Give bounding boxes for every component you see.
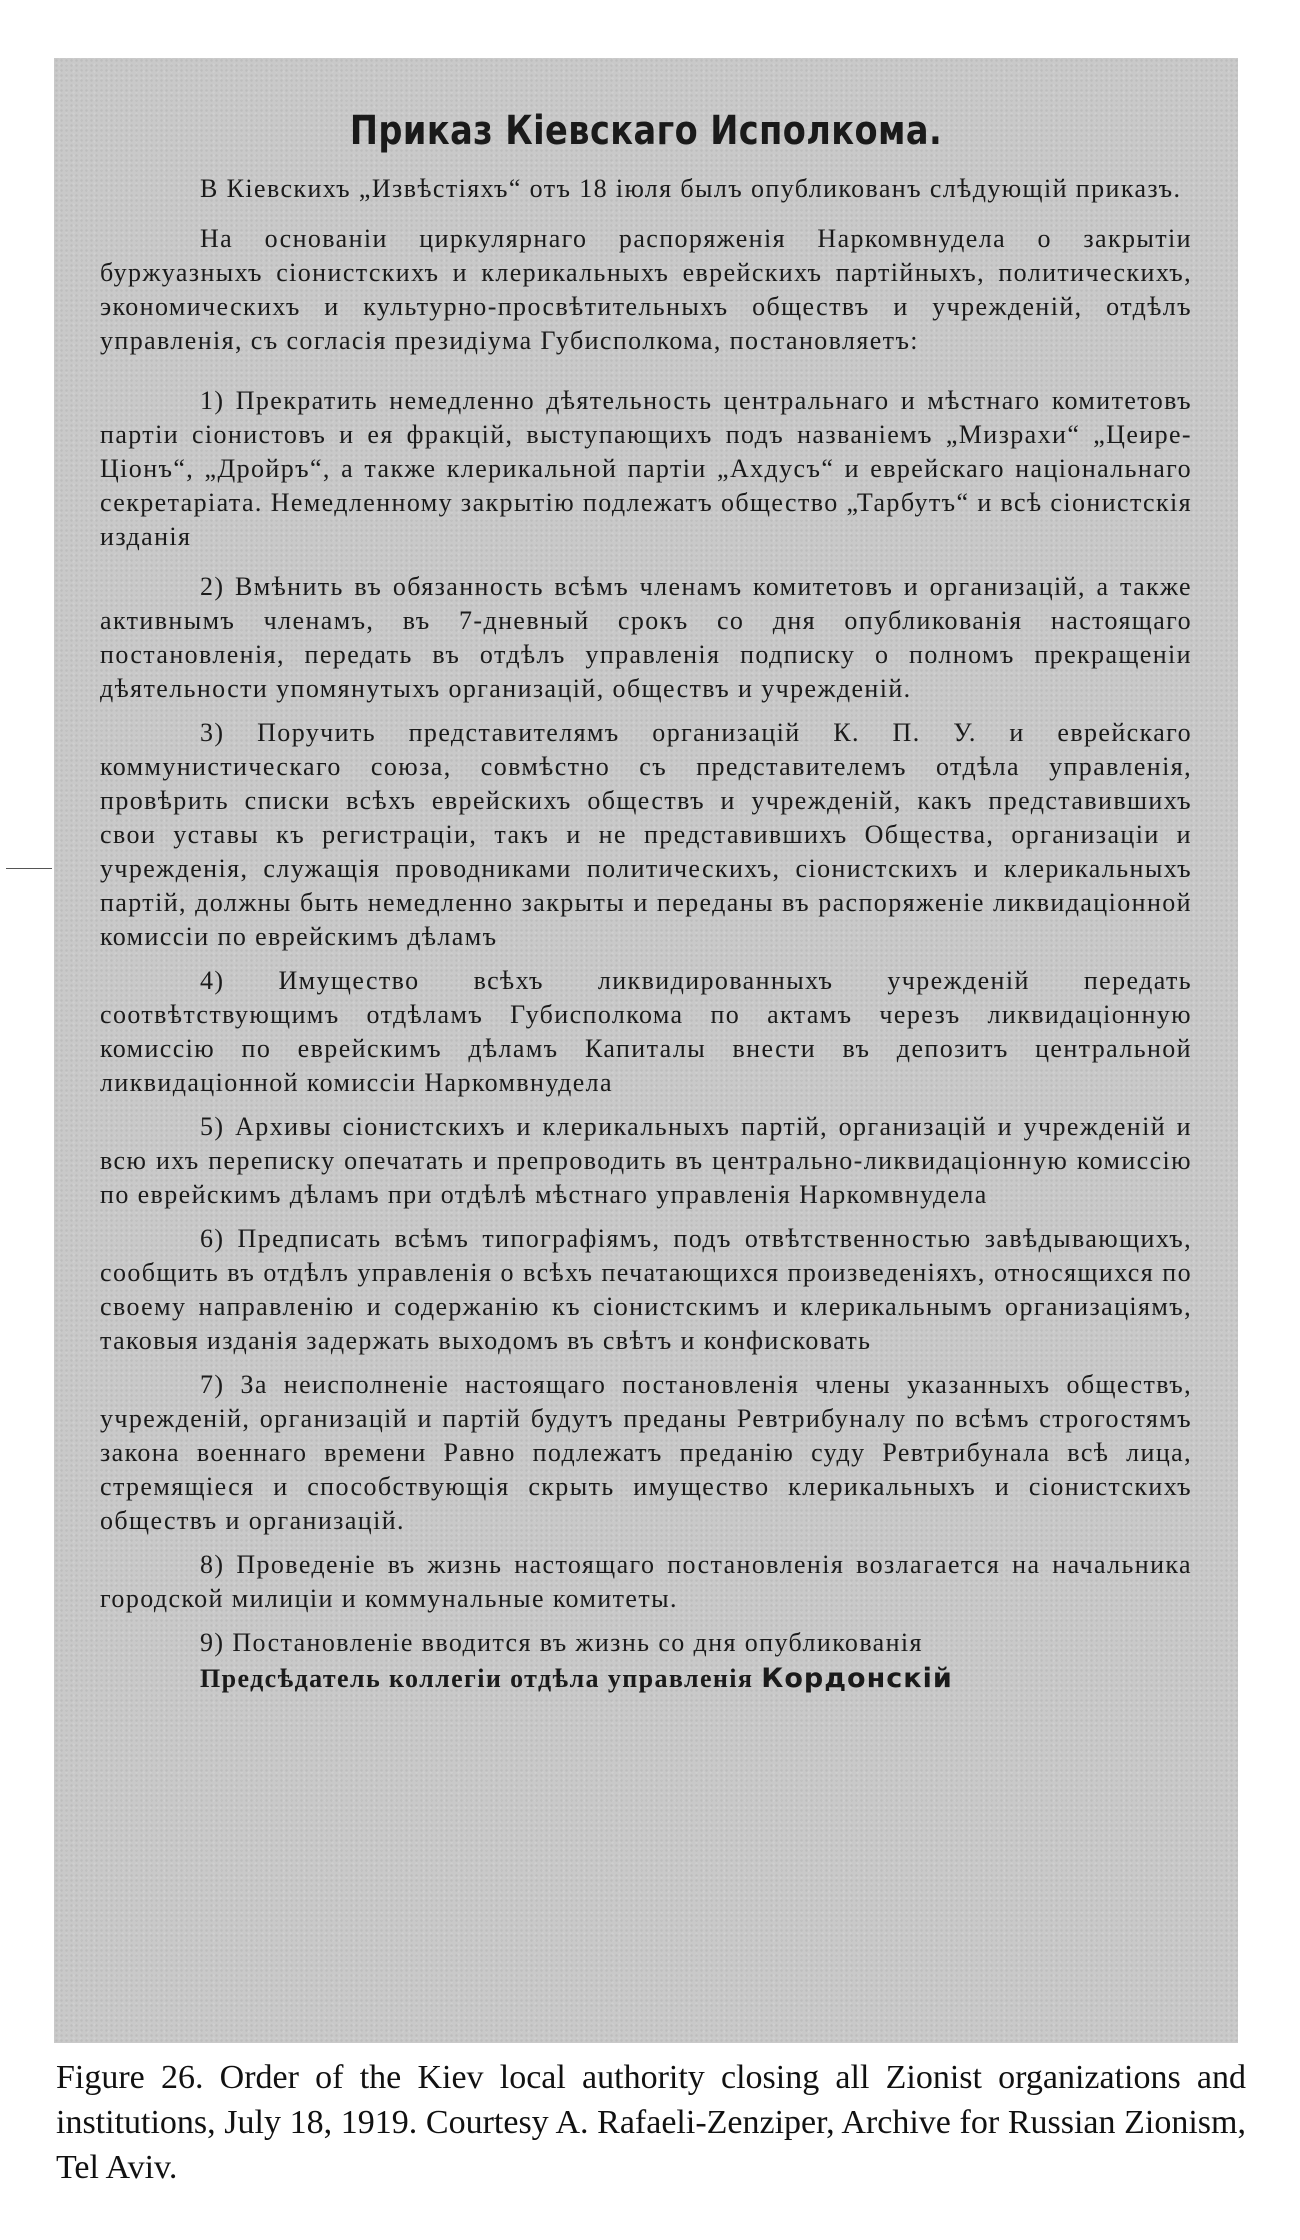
signature-role: Предсѣдатель коллегіи отдѣла управленія bbox=[200, 1664, 754, 1693]
order-item-1: 1) Прекратить немедленно дѣятельность центральнаго и мѣстнаго комитетовъ партіи сіонистовъ и ея фракцій, выступающихъ подъ названіемъ „Мизрахи“ „Цеире-Ціонъ“, „Дройръ“, а также клерикальной партіи „Ахдусъ“ и еврейскаго національнаго секретаріата. Немедленному закрытію подлежатъ общество „Тарбутъ“ и всѣ сіонистскія изданія bbox=[100, 386, 1192, 551]
archival-document-scan bbox=[54, 58, 1238, 2043]
resolution-paragraph: На основаніи циркулярнаго распоряженія Наркомвнудела о закрытіи буржуазныхъ сіонистскихъ и клерикальныхъ еврейскихъ партійныхъ, политическихъ, экономическихъ и культурно-просвѣтительныхъ обществъ и учрежденій, отдѣлъ управленія, съ согласія президіума Губисполкома, постановляетъ: bbox=[100, 224, 1192, 355]
order-item-2: 2) Вмѣнить въ обязанность всѣмъ членамъ комитетовъ и организацій, а также активнымъ членамъ, въ 7-дневный срокъ со дня опубликованія настоящаго постановленія, передать въ отдѣлъ управленія подписку о полномъ прекращеніи дѣятельности упомянутыхъ организацій, обществъ и учрежденій. bbox=[100, 572, 1192, 703]
margin-tick-mark bbox=[6, 868, 52, 869]
order-item-5: 5) Архивы сіонистскихъ и клерикальныхъ партій, организацій и учрежденій и всю ихъ переписку опечатать и препроводить въ центрально-ликвидаціонную комиссію по еврейскимъ дѣламъ при отдѣлѣ мѣстнаго управленія Наркомвнудела bbox=[100, 1112, 1192, 1209]
order-item-3: 3) Поручить представителямъ организацій К. П. У. и еврейскаго коммунистическаго союза, совмѣстно съ представителемъ отдѣла управленія, провѣрить списки всѣхъ еврейскихъ обществъ и учрежденій, какъ представившихъ свои уставы къ регистраціи, такъ и не представившихъ Общества, организаціи и учрежденія, служащія проводниками политическихъ, сіонистскихъ и клерикальныхъ партій, должны быть немедленно закрыты и переданы въ распоряженіе ликвидаціонной комиссіи по еврейскимъ дѣламъ bbox=[100, 718, 1192, 951]
order-item-7: 7) За неисполненіе настоящаго постановленія члены указанныхъ обществъ, учрежденій, организацій и партій будутъ преданы Ревтрибуналу по всѣмъ строгостямъ закона военнаго времени Равно подлежатъ преданію суду Ревтрибунала всѣ лица, стремящіеся и способствующія скрыть имущество клерикальныхъ и сіонистскихъ обществъ и организацій. bbox=[100, 1370, 1192, 1535]
signature-line bbox=[100, 1662, 1192, 1696]
intro-paragraph: В Кіевскихъ „Извѣстіяхъ“ отъ 18 іюля былъ опубликованъ слѣдующій приказъ. bbox=[200, 174, 1182, 203]
signature-name: Кордонскій bbox=[761, 1663, 953, 1694]
order-item-8: 8) Проведеніе въ жизнь настоящаго постановленія возлагается на начальника городской милиціи и коммунальные комитеты. bbox=[100, 1550, 1192, 1613]
order-item-9: 9) Постановленіе вводится въ жизнь со дня опубликованія bbox=[200, 1628, 923, 1657]
order-item-6: 6) Предписать всѣмъ типографіямъ, подъ отвѣтственностью завѣдывающихъ, сообщить въ отдѣлъ управленія о всѣхъ печатающихся произведеніяхъ, относящихся по своему направленію и содержанію къ сіонистскимъ и клерикальнымъ организаціямъ, таковыя изданія задержать выходомъ въ свѣтъ и конфисковать bbox=[100, 1224, 1192, 1355]
order-item-4: 4) Имущество всѣхъ ликвидированныхъ учрежденій передать соотвѣтствующимъ отдѣламъ Губисполкома по актамъ черезъ ликвидаціонную комиссію по еврейскимъ дѣламъ Капиталы внести въ депозитъ центральной ликвидаціонной комиссіи Наркомвнудела bbox=[100, 966, 1192, 1097]
figure-caption: Figure 26. Order of the Kiev local authority closing all Zionist organizations and institutions, July 18, 1919. Courtesy A. Rafaeli-Zenziper, Archive for Russian Zionism, Tel Aviv. bbox=[56, 2059, 1246, 2186]
document-title: Приказ Кіевскаго Исполкома. bbox=[349, 108, 943, 154]
